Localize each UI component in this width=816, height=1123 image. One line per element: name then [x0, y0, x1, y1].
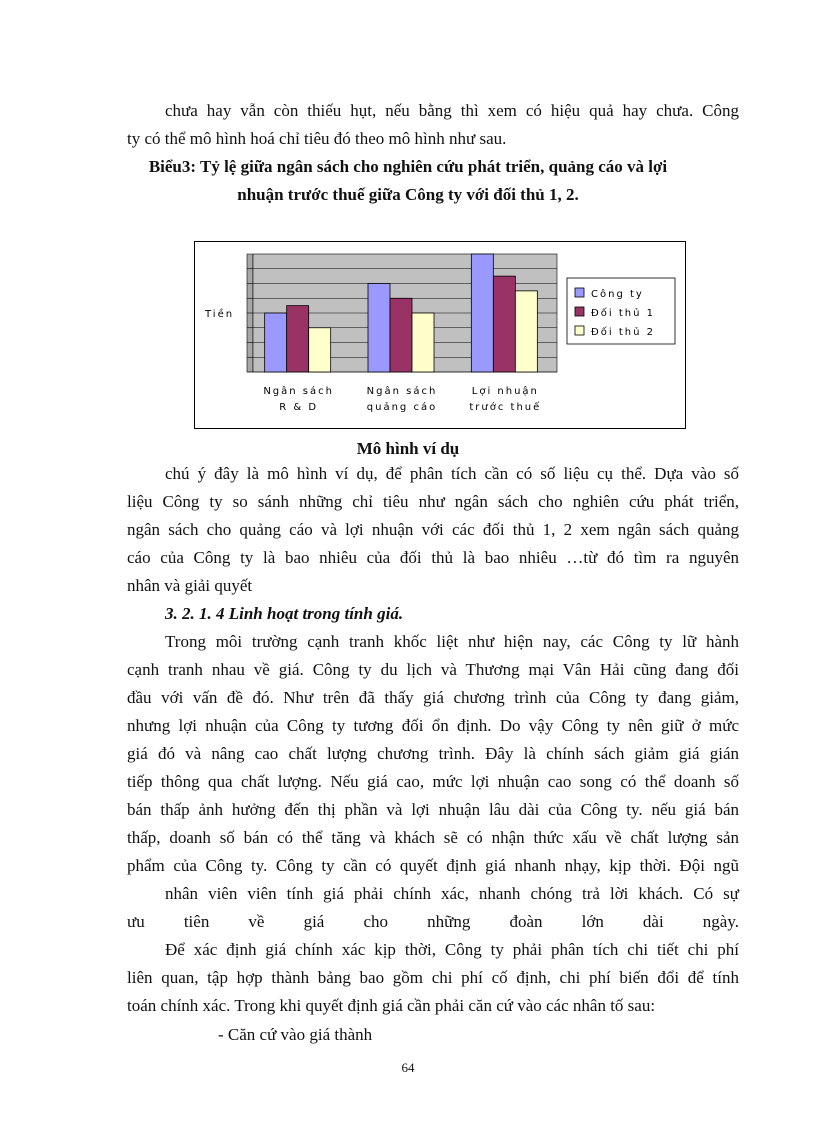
text-line: thấp, doanh số bán có thể tăng và khách sẽ có nhận thức xấu về chất lượng sản	[127, 828, 739, 847]
paragraph-costs	[127, 936, 739, 1020]
legend-swatch	[575, 307, 584, 316]
paragraph-pricing	[127, 628, 739, 880]
bar-2-2	[390, 298, 412, 372]
figure-title-line: nhuận trước thuế giữa Công ty với đối thủ 1, 2.	[237, 185, 579, 204]
page-number: 64	[401, 1060, 415, 1075]
figure-title	[0, 153, 816, 209]
bar-2-3	[493, 276, 515, 372]
paragraph-staff	[127, 880, 739, 936]
text-line: Để xác định giá chính xác kịp thời, Công ty phải phân tích chi tiết chi phí	[165, 940, 739, 959]
text-line: chưa hay vẫn còn thiếu hụt, nếu bằng thì xem có hiệu quả hay chưa. Công	[165, 101, 739, 120]
category-label: R & D	[279, 402, 319, 413]
legend-swatch	[575, 288, 584, 297]
text-line: liệu Công ty so sánh những chỉ tiêu như ngân sách cho nghiên cứu phát triển,	[127, 492, 739, 511]
legend-label: Công ty	[591, 289, 644, 300]
text-line: chú ý đây là mô hình ví dụ, để phân tích cần có số liệu cụ thể. Dựa vào số	[165, 464, 739, 483]
paragraph-analysis	[127, 460, 739, 600]
text-line: liên quan, tập hợp thành bảng bao gồm chi phí cố định, chi phí biến đổi để tính	[127, 968, 739, 987]
category-label: quảng cáo	[366, 402, 438, 413]
category-label: Lợi nhuận	[471, 386, 539, 397]
text-line: bán thấp ảnh hưởng đến thị phần và lợi nhuận lâu dài của Công ty. nếu giá bán	[127, 800, 739, 819]
text-line: nhân và giải quyết	[127, 576, 253, 595]
text-line: cáo của Công ty là bao nhiêu của đối thủ là bao nhiêu …từ đó tìm ra nguyên	[127, 548, 739, 567]
legend-label: Đối thủ 1	[591, 308, 655, 319]
bar-1-3	[471, 254, 493, 372]
text-line: đầu với vấn đề đó. Như trên đã thấy giá chương trình của Công ty đang giảm,	[127, 688, 739, 707]
bar-2-1	[287, 306, 309, 372]
text-line: nhưng lợi nhuận của Công ty tương đối ổn định. Do vậy Công ty nên giữ ở mức	[127, 716, 739, 735]
category-label: trước thuế	[469, 402, 542, 413]
bar-chart	[194, 241, 686, 429]
text-line: ưu tiên về giá cho những đoàn lớn dài ngày.	[127, 912, 739, 931]
text-line: ty có thể mô hình hoá chỉ tiêu đó theo mô hình như sau.	[127, 129, 507, 148]
bar-1-2	[368, 284, 390, 373]
intro-paragraph	[127, 97, 739, 153]
figure-title-line: Biểu3: Tỷ lệ giữa ngân sách cho nghiên cứu phát triển, quảng cáo và lợi	[148, 157, 668, 176]
text-line: cạnh tranh nhau về giá. Công ty du lịch và Thương mại Vân Hải cũng đang đối	[127, 660, 739, 679]
chart-canvas	[195, 242, 685, 428]
text-line: toán chính xác. Trong khi quyết định giá cần phải căn cứ vào các nhân tố sau:	[127, 996, 656, 1015]
bullet-item: - Căn cứ vào giá thành	[218, 1025, 373, 1044]
text-line: Trong môi trường cạnh tranh khốc liệt như hiện nay, các Công ty lữ hành	[165, 632, 739, 651]
legend-label: Đối thủ 2	[591, 327, 655, 338]
category-label: Ngân sách	[263, 386, 334, 397]
text-line: ngân sách cho quảng cáo và lợi nhuận với các đối thủ 1, 2 xem ngân sách quảng	[127, 520, 739, 539]
section-heading: 3. 2. 1. 4 Linh hoạt trong tính giá.	[165, 604, 404, 623]
bar-3-2	[412, 313, 434, 372]
figure-caption: Mô hình ví dụ	[356, 439, 460, 458]
text-line: phẩm của Công ty. Công ty cần có quyết định giá nhanh nhạy, kịp thời. Đội ngũ	[127, 856, 739, 875]
bar-1-1	[265, 313, 287, 372]
bar-3-3	[515, 291, 537, 372]
y-axis-label: Tiền	[205, 309, 235, 320]
bar-3-1	[309, 328, 331, 372]
legend-swatch	[575, 326, 584, 335]
text-line: giá đó và nâng cao chất lượng chương trình. Đây là chính sách giảm giá gián	[127, 744, 739, 763]
text-line: tiếp thông qua chất lượng. Nếu giá cao, mức lợi nhuận cao song có thể doanh số	[127, 772, 739, 791]
category-label: Ngân sách	[366, 386, 438, 397]
text-line: nhân viên viên tính giá phải chính xác, nhanh chóng trả lời khách. Có sự	[165, 884, 739, 903]
